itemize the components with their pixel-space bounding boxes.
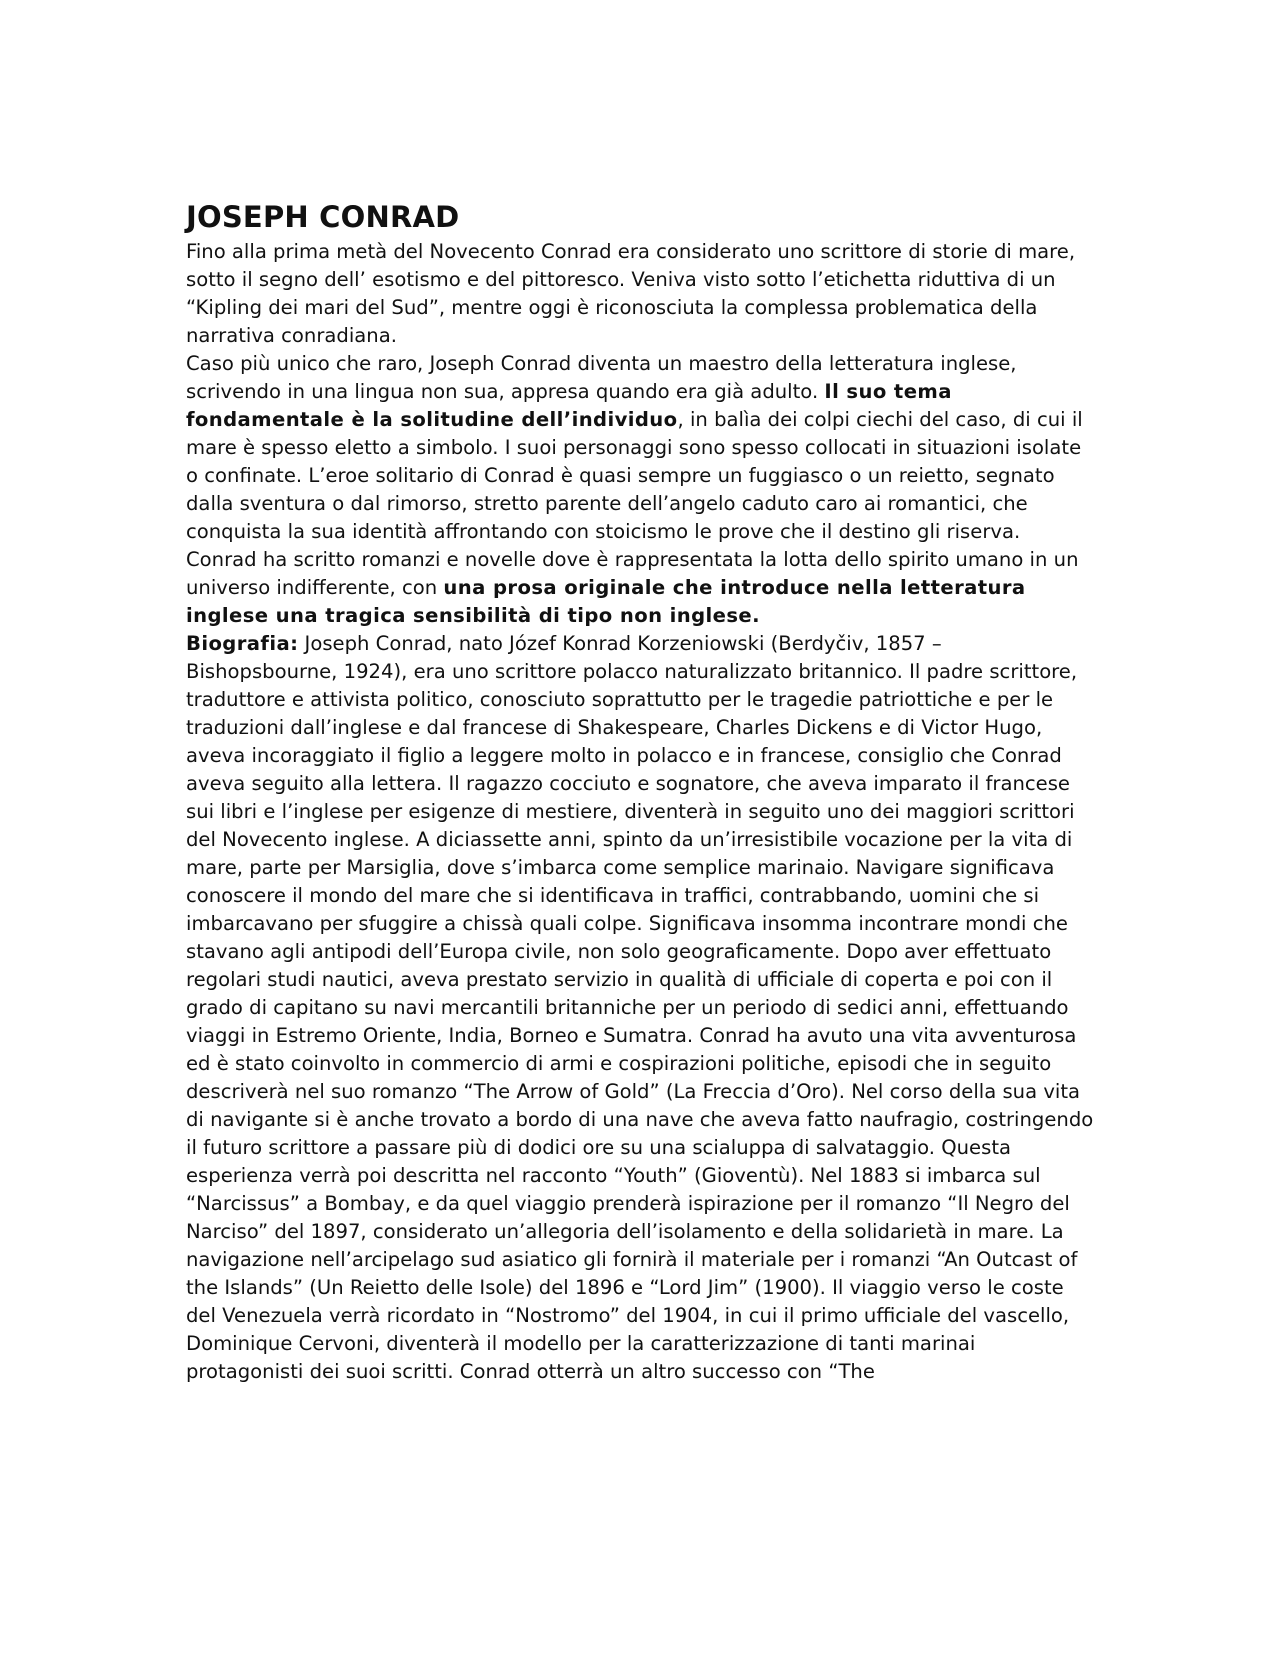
biography-label: Biografia: — [186, 632, 299, 655]
intro-paragraph: Fino alla prima metà del Novecento Conrad era considerato uno scrittore di storie di mare, sotto il segno dell’ esotismo e del pittoresco. Veniva visto sotto l’etichetta riduttiva di un “Kipling dei mari del Sud”, mentre oggi è riconosciuta la complessa problematica della narrativa conradiana. — [186, 240, 1076, 347]
biography-paragraph — [186, 630, 1096, 1386]
biography-text: Joseph Conrad, nato Józef Konrad Korzeniowski (Berdyčiv, 1857 – Bishopsbourne, 1924), era uno scrittore polacco naturalizzato britannico. Il padre scrittore, traduttore e attivista politico, conosciuto soprattutto per le tragedie patriottiche e per le traduzioni dall’inglese e dal francese di Shakespeare, Charles Dickens e di Victor Hugo, aveva incoraggiato il figlio a leggere molto in polacco e in francese, consiglio che Conrad aveva seguito alla lettera. Il ragazzo cocciuto e sognatore, che aveva imparato il francese sui libri e l’inglese per esigenze di mestiere, diventerà in seguito uno dei maggiori scrittori del Novecento inglese. A diciassette anni, spinto da un’irresistibile vocazione per la vita di mare, parte per Marsiglia, dove s’imbarca come semplice marinaio. Navigare significava conoscere il mondo del mare che si identificava in traffici, contrabbando, uomini che si imbarcavano per sfuggire a chissà quali colpe. Significava insomma incontrare mondi che stavano agli antipodi dell’Europa civile, non solo geograficamente. Dopo aver effettuato regolari studi nautici, aveva prestato servizio in qualità di ufficiale di coperta e poi con il grado di capitano su navi mercantili britanniche per un periodo di sedici anni, effettuando viaggi in Estremo Oriente, India, Borneo e Sumatra. Conrad ha avuto una vita avventurosa ed è stato coinvolto in commercio di armi e cospirazioni politiche, episodi che in seguito descriverà nel suo romanzo “The Arrow of Gold” (La Freccia d’Oro). Nel corso della sua vita di navigante si è anche trovato a bordo di una nave che aveva fatto naufragio, costringendo il futuro scrittore a passare più di dodici ore su una scialuppa di salvataggio. Questa esperienza verrà poi descritta nel racconto “Youth” (Gioventù). Nel 1883 si imbarca sul “Narcissus” a Bombay, e da quel viaggio prenderà ispirazione per il romanzo “Il Negro del Narciso” del 1897, considerato un’allegoria dell’isolamento e della solidarietà in mare. La navigazione nell’arcipelago sud asiatico gli fornirà il materiale per i romanzi “An Outcast of the Islands” (Un Reietto delle Isole) del 1896 e “Lord Jim” (1900). Il viaggio verso le coste del Venezuela verrà ricordato in “Nostromo” del 1904, in cui il primo ufficiale del vascello, Dominique Cervoni, diventerà il modello per la caratterizzazione di tanti marinai protagonisti dei suoi scritti. Conrad otterrà un altro successo con “The — [186, 632, 1094, 1383]
document-title: JOSEPH CONRAD — [186, 200, 460, 234]
theme-bold-2: una prosa originale che introduce nella letteratura inglese una tragica sensibilità di tipo non inglese. — [186, 576, 1026, 627]
document-page — [186, 196, 1096, 1386]
theme-text-1: Caso più unico che raro, Joseph Conrad diventa un maestro della letteratura inglese, scrivendo in una lingua non sua, appresa quando era già adulto. — [186, 352, 1017, 403]
theme-text-2: , in balìa dei colpi ciechi del caso, di cui il mare è spesso eletto a simbolo. I suoi personaggi sono spesso collocati in situazioni isolate o confinate. L’eroe solitario di Conrad è quasi sempre un fuggiasco o un reietto, segnato dalla sventura o dal rimorso, stretto parente dell’angelo caduto caro ai romantici, che conquista la sua identità affrontando con stoicismo le prove che il destino gli riserva. Conrad ha scritto romanzi e novelle dove è rappresentata la lotta dello spirito umano in un universo indifferente, con — [186, 408, 1083, 599]
theme-paragraph — [186, 350, 1096, 630]
theme-bold-1: Il suo tema fondamentale è la solitudine dell’individuo — [186, 380, 952, 431]
